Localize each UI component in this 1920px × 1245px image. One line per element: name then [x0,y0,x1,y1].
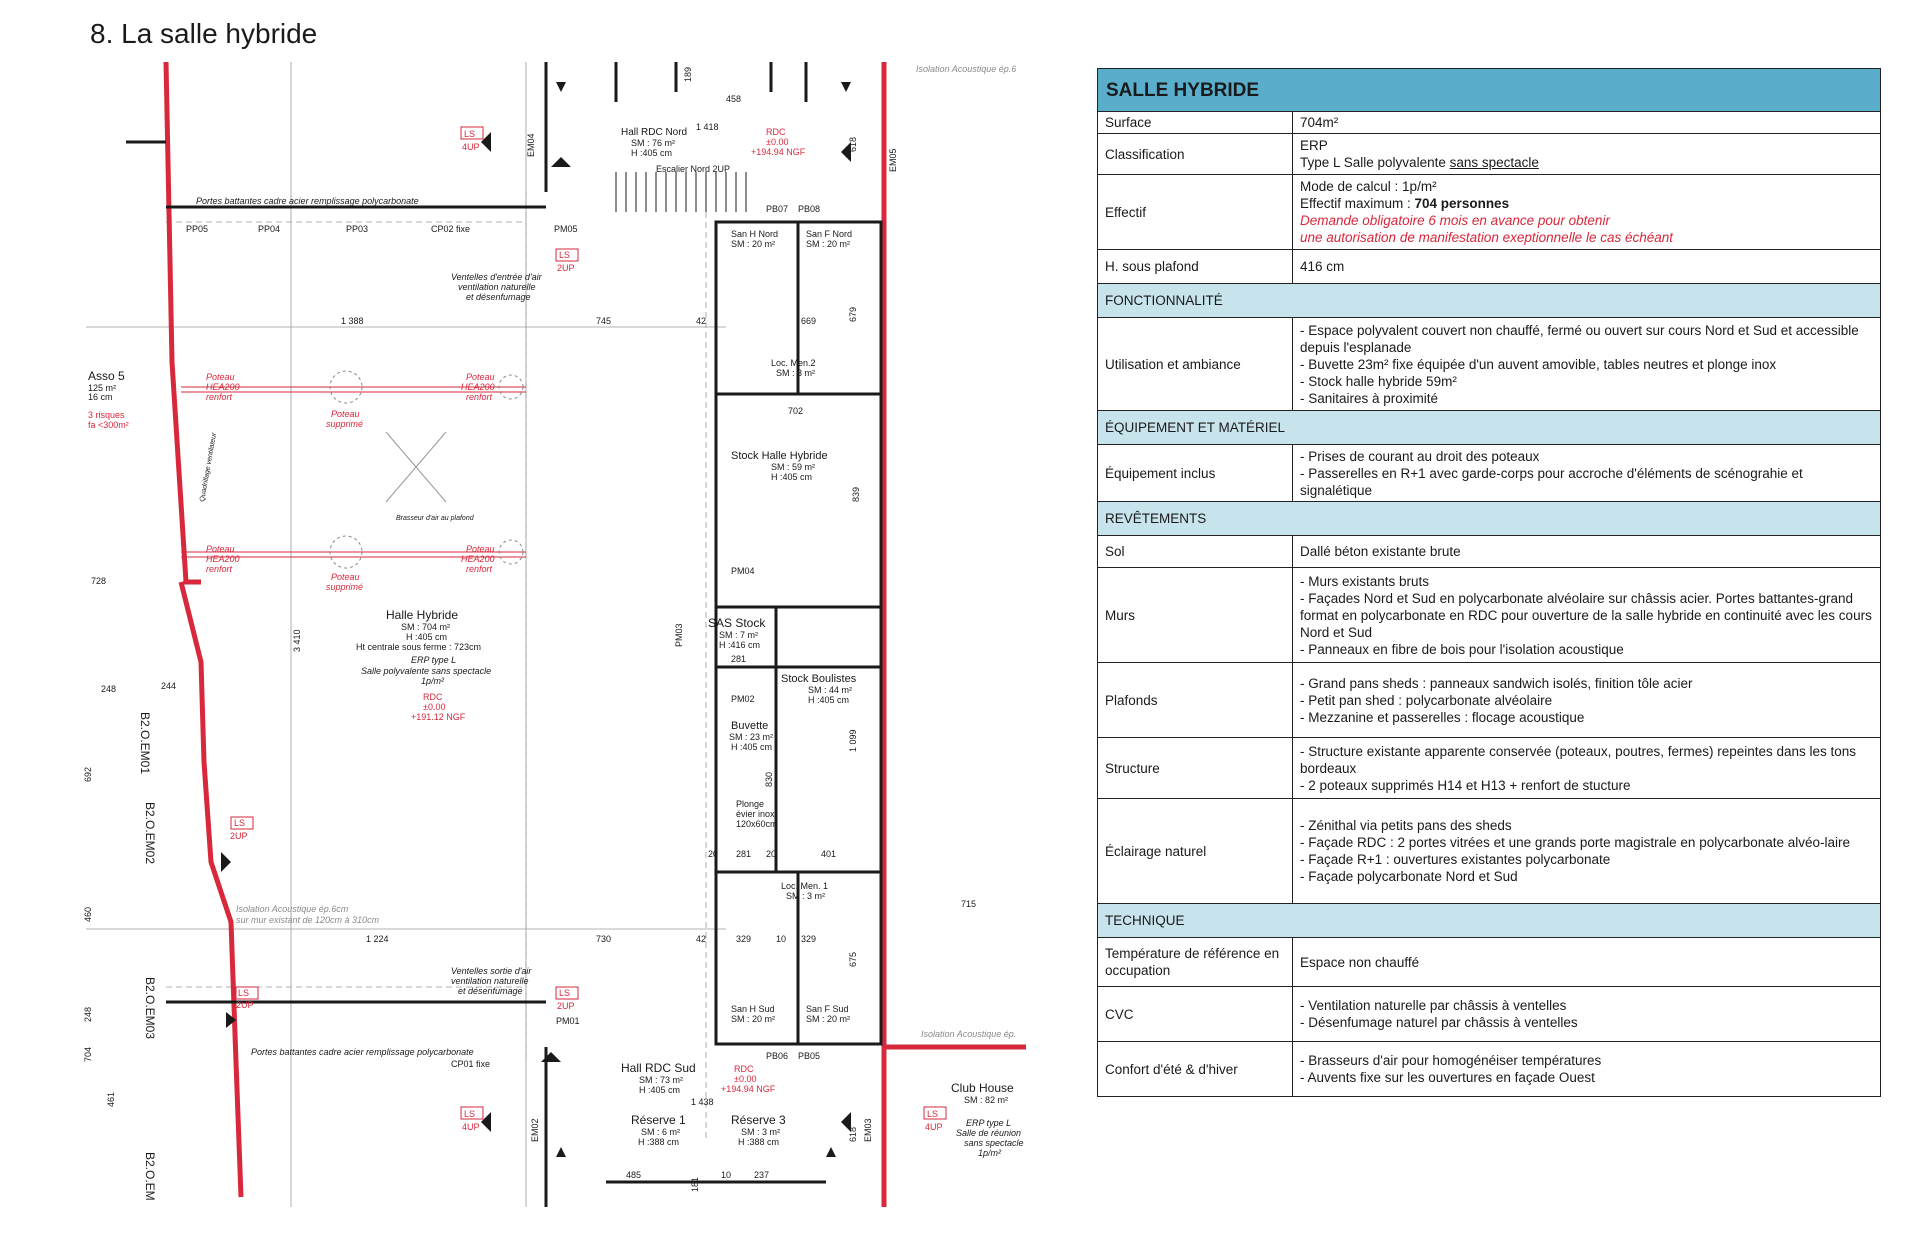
plan-label-dim-3410: 3 410 [292,629,302,652]
plan-label-dim-1438: 1 438 [691,1097,714,1107]
plan-label-plonge-1: Plonge [736,799,765,809]
stair-treads [616,172,746,212]
plan-label-stock-halle: Stock Halle Hybride [731,450,828,462]
plafonds-item: - Petit pan shed : polycarbonate alvéolaire [1300,692,1553,708]
effectif-value [1293,175,1881,250]
plan-label-reserve1-h: H :388 cm [638,1137,680,1147]
plan-label-dim-181: 181 [690,1176,700,1192]
plan-label-2up-b: 2UP [230,831,248,841]
row-confort [1098,1042,1881,1097]
plan-label-poteau-renf-b2: HEA200 [461,382,495,392]
plan-label-halle-sm: SM : 704 m² [401,622,451,632]
plan-label-ls-2up-b: LS [234,818,246,828]
plan-label-em03: EM03 [863,1118,873,1142]
plan-label-plonge-3: 120x60cm [736,819,778,829]
plan-label-dim-237: 237 [754,1170,770,1180]
plan-label-ventelles-b1: Ventelles sortie d'air [451,966,532,976]
plan-label-dim-10: 10 [776,934,787,944]
plan-label-quadrillage: Quadrillage ventilateur [199,432,219,503]
fonctionnalite-header: FONCTIONNALITÉ [1098,284,1881,318]
structure-item: - 2 poteaux supprimés H14 et H13 + renfort de stucture [1300,777,1631,793]
plan-label-san-h-sud-sm: SM : 20 m² [731,1014,776,1024]
plan-label-halle-h: H :405 cm [406,632,448,642]
plan-label-hall-nord-sm: SM : 76 m² [631,138,676,148]
plan-label-b2em03: B2.O.EM03 [143,977,157,1040]
plan-label-dim-244: 244 [161,681,177,691]
plan-label-halle-lvl: ±0.00 [423,702,446,712]
plan-label-dim-1224: 1 224 [366,934,389,944]
murs-item: - Murs existants bruts [1300,573,1430,589]
plan-label-poteau-renf-c2: HEA200 [206,554,240,564]
revetements-header: REVÊTEMENTS [1098,502,1881,536]
plan-label-reserve3: Réserve 3 [731,1113,786,1127]
plan-label-club-sm: SM : 82 m² [964,1095,1009,1105]
spec-table [1097,68,1881,1097]
row-surface [1098,112,1881,134]
plan-label-pp03: PP03 [346,224,369,234]
plan-label-dim-730: 730 [596,934,612,944]
fan-symbol [386,432,446,502]
plan-label-ventelles-b3: et désenfumage [458,986,523,996]
utilisation-item: - Espace polyvalent couvert non chauffé, fermé ou ouvert sur cours Nord et Sud et accessible depuis l'esplanade [1300,322,1859,355]
temperature-value: Espace non chauffé [1293,938,1881,987]
plan-label-4up-c: 4UP [925,1122,943,1132]
plan-label-ventelles-b2: ventilation naturelle [451,976,529,986]
confort-item: - Brasseurs d'air pour homogénéiser températures [1300,1053,1602,1068]
plan-label-dim-458: 458 [726,94,742,104]
cvc-item: - Désenfumage naturel par châssis à ventelles [1300,1015,1578,1030]
plan-label-sas-stock: SAS Stock [708,616,766,630]
section-revetements [1098,502,1881,536]
equipement-item: - Passerelles en R+1 avec garde-corps pour accroche d'éléments de scénograhie et signalétique [1300,465,1803,498]
murs-label: Murs [1098,568,1293,663]
plan-label-loc-men1: Loc. Men. 1 [781,881,829,891]
plan-label-club-sr: Salle de réunion [956,1128,1022,1138]
plan-label-poteau-supp-a1: Poteau [331,409,360,419]
plan-label-halle: Halle Hybride [386,608,459,622]
plan-label-dim-281a: 281 [731,654,747,664]
plan-label-reserve1-sm: SM : 6 m² [641,1127,681,1137]
plan-label-pm05: PM05 [554,224,578,234]
murs-item: - Façades Nord et Sud en polycarbonate alvéolaire sur châssis acier. Portes battantes-grand format en polycarbonate en RDC pour ouverture de la salle hybride en continuité avec les cours Nord et Sud [1300,590,1872,640]
plan-label-pm01: PM01 [556,1016,580,1026]
plan-label-dim-329a: 329 [736,934,752,944]
row-plafonds [1098,663,1881,738]
plan-label-dim-702: 702 [788,406,804,416]
plan-label-dim-618b: 618 [848,1126,858,1142]
plan-label-dim-20a: 20 [708,849,719,859]
effectif-max-line [1300,195,1873,212]
plan-label-dim-401: 401 [821,849,837,859]
plafonds-item: - Mezzanine et passerelles : flocage acoustique [1300,709,1585,725]
classification-type-line [1300,154,1873,171]
plan-label-cp01: CP01 fixe [451,1059,491,1069]
eclairage-item: - Façade polycarbonate Nord et Sud [1300,869,1518,884]
plan-label-pb07: PB07 [766,204,789,214]
plan-label-san-h-nord-sm: SM : 20 m² [731,239,776,249]
plan-label-dim-1418: 1 418 [696,122,719,132]
plan-label-ls-2up-a: LS [559,250,571,260]
sol-value: Dallé béton existante brute [1293,536,1881,568]
plan-label-dim-20b: 20 [766,849,777,859]
row-murs [1098,568,1881,663]
classification-label: Classification [1098,134,1293,175]
plan-label-pp05: PP05 [186,224,209,234]
plan-label-poteau-renf-a1: Poteau [206,372,235,382]
plan-label-dim-728: 728 [91,576,107,586]
row-eclairage [1098,799,1881,904]
plan-label-rdc-nord-ngf: +194.94 NGF [751,147,806,157]
plan-label-poteau-supp-a2: supprimé [326,419,364,429]
plan-label-dim-675: 675 [848,951,858,967]
effectif-red-1: Demande obligatoire 6 mois en avance pour obtenir [1300,213,1610,228]
row-sol [1098,536,1881,568]
row-cvc [1098,987,1881,1042]
plan-label-b2em01: B2.O.EM01 [138,712,152,775]
surface-label: Surface [1098,112,1293,134]
plan-label-club: Club House [951,1081,1014,1095]
plan-label-dim-42b: 42 [696,934,707,944]
plan-label-cp02: CP02 fixe [431,224,471,234]
plan-label-2up-c: 2UP [236,1000,254,1010]
row-temperature [1098,938,1881,987]
plan-label-pp04: PP04 [258,224,281,234]
plan-label-reserve1: Réserve 1 [631,1113,686,1127]
plan-label-rdc-sud-ngf: +194.94 NGF [721,1084,776,1094]
structure-item: - Structure existante apparente conservée (poteaux, poutres, fermes) repeintes dans les tons bordeaux [1300,743,1857,776]
row-hsp [1098,250,1881,284]
plan-label-dim-42a: 42 [696,316,707,326]
plan-label-stock-halle-h: H :405 cm [771,472,813,482]
plan-label-dim-329b: 329 [801,934,817,944]
plan-label-dim-461: 461 [106,1091,116,1107]
plan-label-dim-704: 704 [83,1046,93,1062]
plan-label-pb06: PB06 [766,1051,789,1061]
row-equipement [1098,445,1881,502]
plan-label-em02: EM02 [530,1118,540,1142]
plafonds-label: Plafonds [1098,663,1293,738]
plan-label-ventelles-a1: Ventelles d'entrée d'air [451,272,542,282]
plan-label-poteau-renf-a2: HEA200 [206,382,240,392]
row-utilisation [1098,318,1881,411]
plan-label-stock-boul: Stock Boulistes [781,673,857,685]
plan-label-sas-h: H :416 cm [719,640,761,650]
plan-label-ventelles-a2: ventilation naturelle [458,282,536,292]
plan-label-sas-sm: SM : 7 m² [719,630,759,640]
classification-erp: ERP [1300,138,1328,153]
plan-label-isolation-left: Isolation Acoustique ép.6cm [236,904,349,914]
plan-label-san-f-sud: San F Sud [806,1004,849,1014]
plan-label-escalier: Escalier Nord 2UP [656,164,731,174]
plan-label-dim-248a: 248 [101,684,117,694]
floor-plan [83,62,1036,1207]
plan-label-poteau-renf-d1: Poteau [466,544,495,554]
equipement-value [1293,445,1881,502]
hsp-label: H. sous plafond [1098,250,1293,284]
cvc-item: - Ventilation naturelle par châssis à ventelles [1300,998,1567,1013]
plan-label-rdc-nord: RDC [766,127,786,137]
equipement-item: - Prises de courant au droit des poteaux [1300,448,1540,464]
plan-label-dim-1388: 1 388 [341,316,364,326]
equipement-header: ÉQUIPEMENT ET MATÉRIEL [1098,411,1881,445]
plan-label-club-p: 1p/m² [978,1148,1002,1158]
plan-label-halle-erp: ERP type L [411,655,457,665]
effectif-max: Effectif maximum : [1300,196,1415,211]
plan-label-dim-1099: 1 099 [848,729,858,752]
classification-type-underlined: sans spectacle [1449,155,1539,170]
plan-label-poteau-renf-b3: renfort [466,392,493,402]
plan-label-buvette: Buvette [731,720,769,732]
hsp-value: 416 cm [1293,250,1881,284]
plan-label-hall-sud-sm: SM : 73 m² [639,1075,684,1085]
plan-label-rdc-sud: RDC [734,1064,754,1074]
plan-label-poteau-renf-b1: Poteau [466,372,495,382]
plan-label-hall-nord: Hall RDC Nord [621,127,688,138]
confort-item: - Auvents fixe sur les ouvertures en façade Ouest [1300,1070,1595,1085]
classification-type: Type L Salle polyvalente [1300,155,1450,170]
eclairage-value [1293,799,1881,904]
plan-label-pm04: PM04 [731,566,755,576]
plan-label-dim-281b: 281 [736,849,752,859]
plan-label-asso-sm: 125 m² [88,383,117,393]
plan-label-brasseur-a: Brasseur d'air au plafond [396,515,474,522]
confort-value [1293,1042,1881,1097]
plan-label-club-ss: sans spectacle [964,1138,1024,1148]
plan-label-dim-248b: 248 [83,1006,93,1022]
cvc-label: CVC [1098,987,1293,1042]
plan-label-dim-618a: 618 [848,136,858,152]
plan-label-dim-460: 460 [83,906,93,922]
equipement-label: Équipement inclus [1098,445,1293,502]
plan-label-stock-halle-sm: SM : 59 m² [771,462,816,472]
plan-label-ventelles-a3: et désenfumage [466,292,531,302]
row-structure [1098,738,1881,799]
effectif-mode: Mode de calcul : 1p/m² [1300,179,1437,194]
plan-label-asso-r1: 3 risques [88,410,125,420]
structure-value [1293,738,1881,799]
plan-label-4up-b: 4UP [462,1122,480,1132]
plan-label-poteau-renf-d2: HEA200 [461,554,495,564]
plan-label-stock-boul-sm: SM : 44 m² [808,685,853,695]
plan-label-isolation-right: Isolation Acoustique ép. [921,1029,1017,1039]
plan-label-ls-4up-c: LS [927,1109,939,1119]
plafonds-item: - Grand pans sheds : panneaux sandwich isolés, finition tôle acier [1300,675,1693,691]
plan-label-poteau-supp-b2: supprimé [326,582,364,592]
plan-label-portes-top: Portes battantes cadre acier remplissage polycarbonate [196,196,419,206]
section-fonctionnalite [1098,284,1881,318]
plan-label-2up-d: 2UP [557,1001,575,1011]
table-title: SALLE HYBRIDE [1098,69,1881,112]
plan-label-dim-679: 679 [848,306,858,322]
plan-label-loc-men1-sm: SM : 3 m² [786,891,826,901]
page-title: 8. La salle hybride [90,18,318,49]
plan-label-dim-485: 485 [626,1170,642,1180]
plan-label-san-f-nord-sm: SM : 20 m² [806,239,851,249]
plan-label-pb08: PB08 [798,204,821,214]
plan-label-dim-830: 830 [764,771,774,787]
plan-label-loc-men2: Loc. Men.2 [771,358,816,368]
eclairage-item: - Façade RDC : 2 portes vitrées et une grands porte magistrale en polycarbonate alvéo-laire [1300,835,1851,850]
plan-label-reserve3-sm: SM : 3 m² [741,1127,781,1137]
ls-boxes [231,127,946,1119]
plan-label-halle-sp: Salle polyvalente sans spectacle [361,666,492,676]
plan-label-dim-189: 189 [683,66,693,82]
plan-label-halle-hc: Ht centrale sous ferme : 723cm [356,642,482,652]
plan-label-ls-4up-b: LS [464,1109,476,1119]
plan-label-pm03: PM03 [674,623,684,647]
plan-label-stock-boul-h: H :405 cm [808,695,850,705]
plan-label-dim-692: 692 [83,766,93,782]
plan-label-dim-839: 839 [851,486,861,502]
section-equipement [1098,411,1881,445]
plan-label-hall-sud-h: H :405 cm [639,1085,681,1095]
plan-label-poteau-renf-d3: renfort [466,564,493,574]
effectif-label: Effectif [1098,175,1293,250]
eclairage-item: - Zénithal via petits pans des sheds [1300,818,1512,833]
table-header-row [1098,69,1881,112]
plan-label-poteau-renf-c1: Poteau [206,544,235,554]
technique-header: TECHNIQUE [1098,904,1881,938]
plan-label-halle-p: 1p/m² [421,676,445,686]
plan-label-rdc-nord-lvl: ±0.00 [766,137,789,147]
plan-label-asso-h: 16 cm [88,392,113,402]
structure-label: Structure [1098,738,1293,799]
plan-label-pm02: PM02 [731,694,755,704]
plan-label-ls-4up-top: LS [464,129,476,139]
plan-label-ls-2up-d: LS [559,988,571,998]
murs-item: - Panneaux en fibre de bois pour l'isolation acoustique [1300,641,1624,657]
utilisation-item: - Buvette 23m² fixe équipée d'un auvent amovible, tables neutres et plonge inox [1300,356,1777,372]
confort-label: Confort d'été & d'hiver [1098,1042,1293,1097]
plan-label-4up-top: 4UP [462,142,480,152]
plan-label-halle-ngf: +191.12 NGF [411,712,466,722]
classification-value [1293,134,1881,175]
sol-label: Sol [1098,536,1293,568]
utilisation-item: - Stock halle hybride 59m² [1300,373,1457,389]
plan-label-hall-sud: Hall RDC Sud [621,1061,696,1075]
utilisation-value [1293,318,1881,411]
plan-label-b2em: B2.O.EM [143,1152,157,1201]
plan-label-dim-669: 669 [801,316,817,326]
plan-label-poteau-renf-a3: renfort [206,392,233,402]
plan-label-dim-10b: 10 [721,1170,732,1180]
plan-label-rdc-sud-lvl: ±0.00 [734,1074,757,1084]
plan-label-san-h-sud: San H Sud [731,1004,775,1014]
plan-label-dim-745: 745 [596,316,612,326]
plan-label-portes-bot: Portes battantes cadre acier remplissage polycarbonate [251,1047,474,1057]
plan-label-poteau-supp-b1: Poteau [331,572,360,582]
plan-label-san-h-nord: San H Nord [731,229,779,239]
plan-label-plonge-2: évier inox [736,809,775,819]
plan-label-2up-a: 2UP [557,263,575,273]
plan-label-b2em02: B2.O.EM02 [143,802,157,865]
effectif-red-2: une autorisation de manifestation exeptionnelle le cas échéant [1300,230,1674,245]
surface-value: 704m² [1293,112,1881,134]
cvc-value [1293,987,1881,1042]
murs-value [1293,568,1881,663]
plan-label-club-erp: ERP type L [966,1118,1012,1128]
plan-label-buvette-h: H :405 cm [731,742,773,752]
plan-label-hall-nord-h: H :405 cm [631,148,673,158]
plan-label-dim-715: 715 [961,899,977,909]
eclairage-item: - Façade R+1 : ouvertures existantes polycarbonate [1300,852,1611,867]
plan-label-san-f-nord: San F Nord [806,229,853,239]
plan-label-asso: Asso 5 [88,369,125,383]
plan-label-isolation-left2: sur mur existant de 120cm à 310cm [236,915,380,925]
plan-label-pb05: PB05 [798,1051,821,1061]
temperature-label: Température de référence en occupation [1098,938,1293,987]
plafonds-value [1293,663,1881,738]
plan-label-em05: EM05 [888,148,898,172]
plan-label-buvette-sm: SM : 23 m² [729,732,774,742]
section-technique [1098,904,1881,938]
plan-label-reserve3-h: H :388 cm [738,1137,780,1147]
plan-label-em04: EM04 [526,133,536,157]
utilisation-label: Utilisation et ambiance [1098,318,1293,411]
row-classification [1098,134,1881,175]
plan-label-halle-rdc: RDC [423,692,443,702]
plan-label-poteau-renf-c3: renfort [206,564,233,574]
effectif-max-value: 704 personnes [1414,196,1510,211]
row-effectif [1098,175,1881,250]
eclairage-label: Éclairage naturel [1098,799,1293,904]
plan-label-san-f-sud-sm: SM : 20 m² [806,1014,851,1024]
utilisation-item: - Sanitaires à proximité [1300,390,1439,406]
plan-label-ls-2up-c: LS [238,988,250,998]
plan-label-loc-men2-sm: SM : 3 m² [776,368,816,378]
plan-label-isolation-top: Isolation Acoustique ép.6 [916,64,1017,74]
plan-label-asso-r2: fa <300m² [88,420,129,430]
